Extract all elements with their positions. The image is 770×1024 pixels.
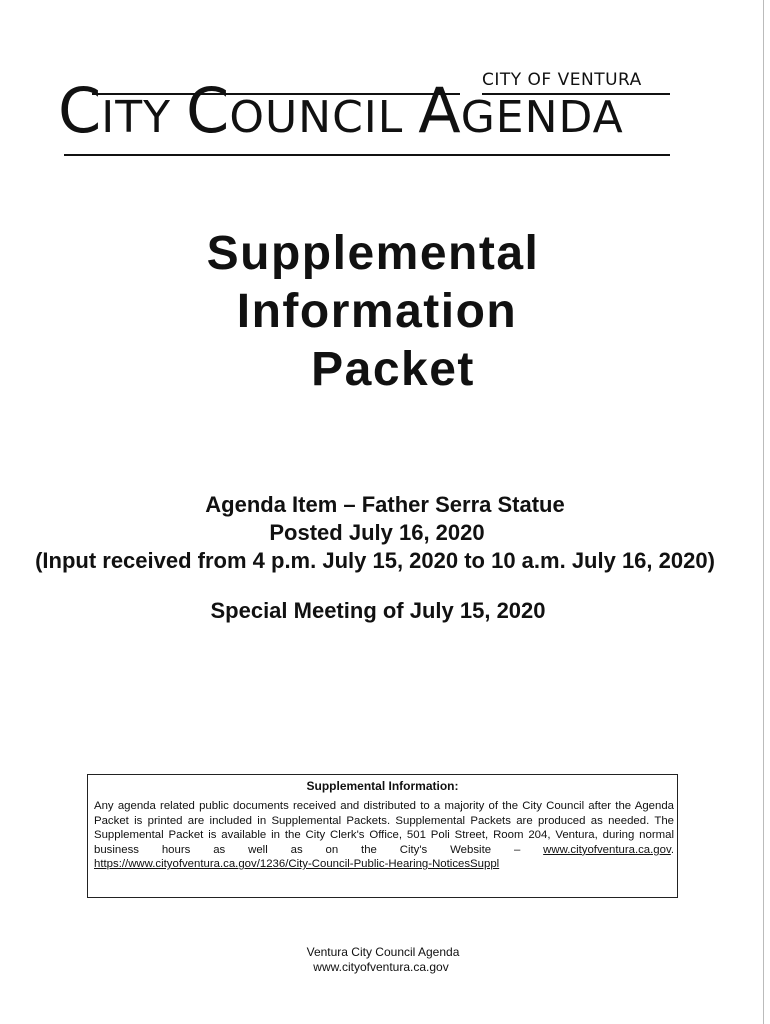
meeting-date: Special Meeting of July 15, 2020 [210, 598, 546, 623]
headline-packet: Packet [311, 343, 475, 396]
supplemental-body [94, 799, 674, 872]
supplemental-body-text: Any agenda related public documents received and distributed to a majority of the City Council after the Agenda Packet is printed are included in Supplemental Packets. Supplemental Packets are produced as needed. The Supplemental Packet is available in the City Clerk's Office, 501 Poli Street, Room 204, Ventura, during normal business hours as well as on the City's Website – [94, 800, 674, 856]
masthead-title-a: A [418, 74, 461, 147]
posted-date: Posted July 16, 2020 [269, 520, 485, 545]
masthead-city: CITY OF VENTURA [482, 70, 642, 90]
notices-url-link[interactable]: https://www.cityofventura.ca.gov/1236/City-Council-Public-Hearing-NoticesSuppl [94, 858, 500, 871]
footer-website: www.cityofventura.ca.gov [313, 960, 449, 974]
supplemental-heading: Supplemental Information: [306, 779, 459, 793]
supplemental-info-box [87, 774, 678, 898]
supplemental-body-period: . [670, 843, 674, 856]
website-link[interactable]: www.cityofventura.ca.gov [543, 843, 671, 856]
masthead-rule [64, 154, 670, 156]
headline-supplemental: Supplemental [206, 227, 540, 280]
masthead-title-ouncil: OUNCIL [229, 92, 419, 143]
footer-title: Ventura City Council Agenda [306, 945, 460, 959]
masthead-title-genda: GENDA [460, 92, 624, 143]
agenda-item: Agenda Item – Father Serra Statue [205, 492, 565, 517]
input-window: (Input received from 4 p.m. July 15, 2020 to 10 a.m. July 16, 2020) [35, 548, 715, 573]
masthead-title-c2: C [186, 74, 230, 147]
scan-edge-line [763, 0, 764, 1024]
headline-information: Information [236, 285, 518, 338]
masthead-title-ity: ITY [101, 92, 187, 143]
masthead-title-c1: C [58, 74, 102, 147]
